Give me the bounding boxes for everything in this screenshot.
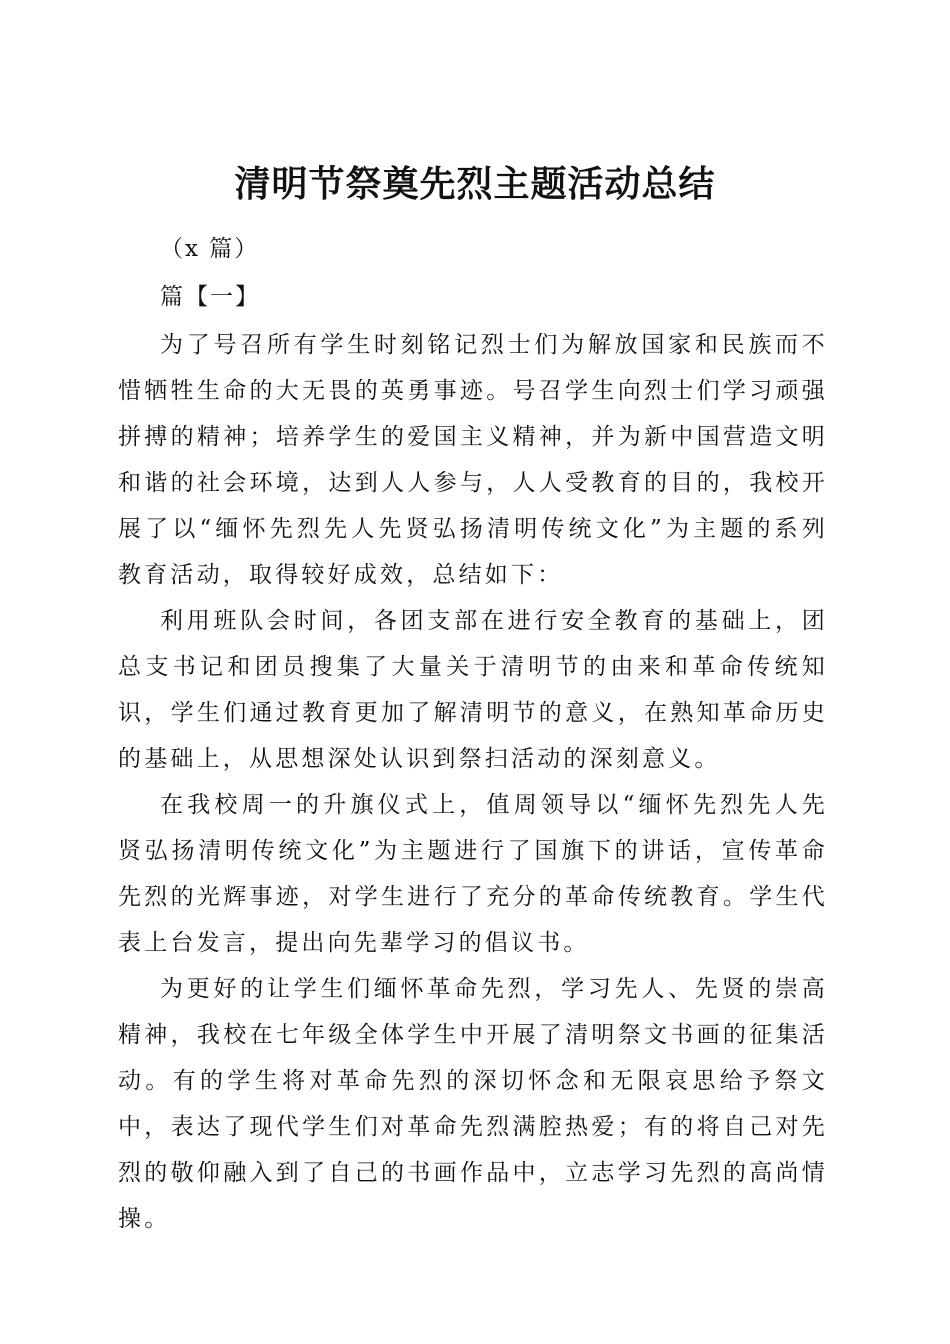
document-body — [118, 322, 828, 1242]
article-count-note: （x 篇） — [160, 236, 260, 262]
document-title: 清明节祭奠先烈主题活动总结 — [234, 163, 716, 206]
paragraph-intro: 为了号召所有学生时刻铭记烈士们为解放国家和民族而不惜牺牲生命的大无畏的英勇事迹。号召学生向烈士们学习顽强拼搏的精神；培养学生的爱国主义精神，并为新中国营造文明和谐的社会环境，达到人人参与，人人受教育的目的，我校开展了以“缅怀先烈先人先贤弘扬清明传统文化”为主题的系列教育活动，取得较好成效，总结如下： — [118, 332, 828, 588]
paragraph-flag-ceremony: 在我校周一的升旗仪式上，值周领导以“缅怀先烈先人先贤弘扬清明传统文化”为主题进行了国旗下的讲话，宣传革命先烈的光辉事迹，对学生进行了充分的革命传统教育。学生代表上台发言，提出向先辈学习的倡议书。 — [118, 792, 828, 956]
paragraph-essay-painting: 为更好的让学生们缅怀革命先烈，学习先人、先贤的崇高精神，我校在七年级全体学生中开展了清明祭文书画的征集活动。有的学生将对革命先烈的深切怀念和无限哀思给予祭文中，表达了现代学生们对革命先烈满腔热爱；有的将自己对先烈的敬仰融入到了自己的书画作品中，立志学习先烈的高尚情操。 — [118, 976, 828, 1232]
section-label: 篇【一】 — [160, 284, 260, 310]
paragraph-class-meeting: 利用班队会时间，各团支部在进行安全教育的基础上，团总支书记和团员搜集了大量关于清明节的由来和革命传统知识，学生们通过教育更加了解清明节的意义，在熟知革命历史的基础上，从思想深处认识到祭扫活动的深刻意义。 — [118, 608, 828, 772]
